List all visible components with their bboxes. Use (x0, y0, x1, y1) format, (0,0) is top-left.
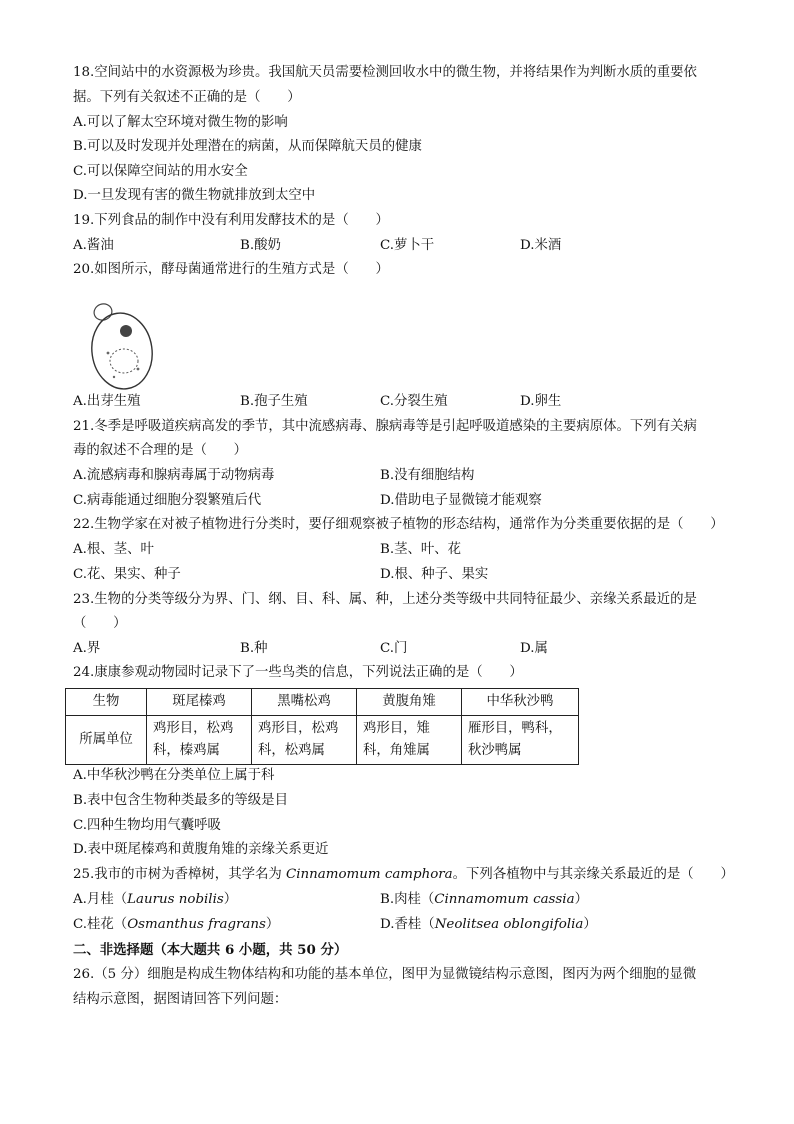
q19-option-d: D.米酒 (520, 238, 562, 253)
section-title: 二、非选择题（本大题共 6 小题，共 50 分） (73, 942, 348, 958)
q23-option-b: B.种 (240, 641, 268, 656)
q26-line1: 26.（5 分）细胞是构成生物体结构和功能的基本单位，图甲为显微镜结构示意图，图丙为两个细胞的显微 (73, 967, 697, 982)
q25-scientific-name: Cinnamomum camphora (286, 867, 453, 882)
q20-option-a: A.出芽生殖 (73, 394, 141, 409)
table-cell-line: 科，角雉属 (363, 743, 430, 758)
q20-stem: 20.如图所示，酵母菌通常进行的生殖方式是（ ） (73, 262, 389, 277)
q25-option-suffix: ） (265, 917, 280, 932)
q18-stem-line2: 据。下列有关叙述不正确的是（ ） (73, 90, 301, 105)
q25-stem-suffix: 。下列各植物中与其亲缘关系最近的是（ ） (452, 867, 734, 882)
table-cell-line: 雁形目，鸭科， (468, 721, 562, 736)
q24-stem: 24.康康参观动物园时记录下了一些鸟类的信息，下列说法正确的是（ ） (73, 665, 523, 680)
q19-option-b: B.酸奶 (240, 238, 281, 253)
q25-option-sci-name: Cinnamomum cassia (434, 892, 575, 907)
q21-option-c: C.病毒能通过细胞分裂繁殖后代 (73, 493, 262, 508)
q22-option-b: B.茎、叶、花 (380, 542, 462, 557)
q22-option-c: C.花、果实、种子 (73, 567, 181, 582)
table-header-cell: 斑尾榛鸡 (147, 689, 252, 716)
q24-option-a: A.中华秋沙鸭在分类单位上属于科 (73, 768, 275, 783)
table-row (66, 716, 579, 765)
q25-option-suffix: ） (223, 892, 238, 907)
table-cell (147, 716, 252, 765)
table-cell (357, 716, 462, 765)
q23-stem-line1: 23.生物的分类等级分为界、门、纲、目、科、属、种，上述分类等级中共同特征最少、亲缘关系最近的是 (73, 592, 697, 607)
q23-stem-line2: （ ） (73, 616, 127, 631)
q21-option-a: A.流感病毒和腺病毒属于动物病毒 (73, 468, 275, 483)
q25-option-suffix: ） (574, 892, 588, 907)
q25-option-sci-name: Laurus nobilis (127, 892, 224, 907)
q21-option-b: B.没有细胞结构 (380, 468, 475, 483)
q18-option-b: B.可以及时发现并处理潜在的病菌，从而保障航天员的健康 (73, 139, 422, 154)
q21-stem-line2: 毒的叙述不合理的是（ ） (73, 443, 248, 458)
q25-option-prefix: B.肉桂（ (380, 892, 435, 907)
q19-stem: 19.下列食品的制作中没有利用发酵技术的是（ ） (73, 213, 389, 228)
q18-option-a: A.可以了解太空环境对微生物的影响 (73, 115, 288, 130)
table-cell (252, 716, 357, 765)
q25-stem-prefix: 25.我市的市树为香樟树，其学名为 (73, 867, 282, 882)
q22-option-a: A.根、茎、叶 (73, 542, 154, 557)
q24-option-d: D.表中斑尾榛鸡和黄腹角雉的亲缘关系更近 (73, 842, 329, 857)
q24-option-b: B.表中包含生物种类最多的等级是目 (73, 793, 288, 808)
q25-option-c (73, 915, 279, 935)
yeast-budding-figure (74, 295, 164, 395)
table-header-row (66, 689, 579, 716)
q23-option-d: D.属 (520, 641, 548, 656)
q18-option-c: C.可以保障空间站的用水安全 (73, 164, 248, 179)
table-cell (462, 716, 579, 765)
table-cell-line: 科，松鸡属 (258, 743, 325, 758)
q18-option-d: D.一旦发现有害的微生物就排放到太空中 (73, 188, 316, 203)
q20-option-d: D.卵生 (520, 394, 562, 409)
q25-option-suffix: ） (583, 917, 597, 932)
q19-option-c: C.萝卜干 (380, 238, 435, 253)
q20-option-c: C.分裂生殖 (380, 394, 448, 409)
q25-option-d (380, 915, 597, 935)
table-header-cell: 中华秋沙鸭 (462, 689, 579, 716)
table-header-cell: 黑嘴松鸡 (252, 689, 357, 716)
table-header-cell: 生物 (66, 689, 147, 716)
q25-option-b (380, 890, 588, 910)
q25-option-sci-name: Osmanthus fragrans (127, 917, 266, 932)
q24-option-c: C.四种生物均用气囊呼吸 (73, 818, 221, 833)
table-cell-line: 秋沙鸭属 (468, 743, 522, 758)
q25-stem (73, 865, 734, 885)
q22-stem: 22.生物学家在对被子植物进行分类时，要仔细观察被子植物的形态结构，通常作为分类重要依据的是（ ） (73, 517, 724, 532)
q25-option-prefix: D.香桂（ (380, 917, 435, 932)
q23-option-a: A.界 (73, 641, 101, 656)
table-cell-line: 鸡形目，松鸡 (258, 721, 339, 736)
table-cell-line: 鸡形目，雉 (363, 721, 430, 736)
q21-stem-line1: 21.冬季是呼吸道疾病高发的季节，其中流感病毒、腺病毒等是引起呼吸道感染的主要病原体。下列有关病 (73, 419, 697, 434)
q25-option-prefix: A.月桂（ (73, 892, 128, 907)
q18-stem-line1: 18.空间站中的水资源极为珍贵。我国航天员需要检测回收水中的微生物，并将结果作为判断水质的重要依 (73, 65, 697, 80)
q21-option-d: D.借助电子显微镜才能观察 (380, 493, 542, 508)
q22-option-d: D.根、种子、果实 (380, 567, 489, 582)
q20-option-b: B.孢子生殖 (240, 394, 308, 409)
q26-line2: 结构示意图，据图请回答下列问题： (73, 992, 288, 1007)
table-header-cell: 黄腹角雉 (357, 689, 462, 716)
table-cell-line: 鸡形目，松鸡 (153, 721, 234, 736)
q19-option-a: A.酱油 (73, 238, 114, 253)
table-row-label: 所属单位 (66, 716, 147, 765)
q25-option-sci-name: Neolitsea oblongifolia (434, 917, 584, 932)
bird-classification-table (65, 688, 579, 765)
q25-option-a (73, 890, 237, 910)
q23-option-c: C.门 (380, 641, 408, 656)
q25-option-prefix: C.桂花（ (73, 917, 128, 932)
table-cell-line: 科，榛鸡属 (153, 743, 220, 758)
